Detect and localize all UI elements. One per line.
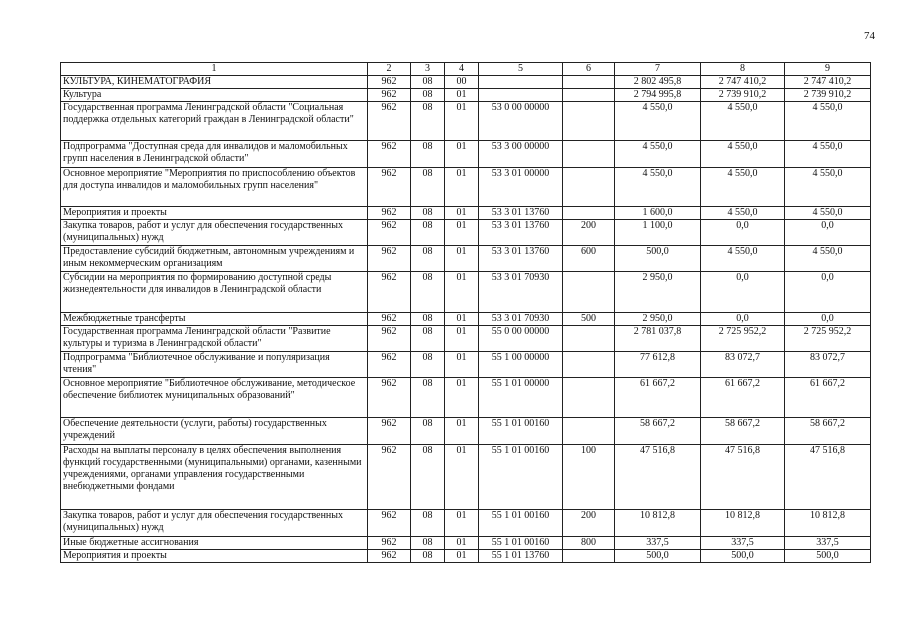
cell-amount-col8: 47 516,8 — [701, 445, 785, 510]
cell-target-article: 55 1 01 00160 — [479, 537, 563, 550]
column-header: 6 — [563, 63, 615, 76]
cell-amount-col7: 2 950,0 — [615, 313, 701, 326]
row-name: Расходы на выплаты персоналу в целях обеспечения выполнения функций государственными (муниципальными) органами, казенными учреждениями, органами управления государственными внебюджетными фондами — [61, 445, 368, 510]
row-name: Иные бюджетные ассигнования — [61, 537, 368, 550]
column-header: 3 — [411, 63, 445, 76]
cell-section: 08 — [411, 141, 445, 168]
column-header: 1 — [61, 63, 368, 76]
cell-expense-type — [563, 418, 615, 445]
cell-ministry: 962 — [368, 445, 411, 510]
cell-section: 08 — [411, 272, 445, 313]
cell-amount-col9: 47 516,8 — [785, 445, 871, 510]
cell-subsection: 01 — [445, 537, 479, 550]
cell-expense-type: 100 — [563, 445, 615, 510]
cell-amount-col8: 4 550,0 — [701, 168, 785, 207]
row-name: Мероприятия и проекты — [61, 550, 368, 563]
cell-subsection: 01 — [445, 207, 479, 220]
cell-amount-col9: 10 812,8 — [785, 510, 871, 537]
cell-amount-col7: 61 667,2 — [615, 378, 701, 418]
cell-expense-type: 600 — [563, 246, 615, 272]
table-row — [61, 76, 871, 89]
cell-amount-col8: 61 667,2 — [701, 378, 785, 418]
cell-expense-type: 200 — [563, 220, 615, 246]
cell-ministry: 962 — [368, 141, 411, 168]
cell-amount-col9: 58 667,2 — [785, 418, 871, 445]
cell-amount-col8: 10 812,8 — [701, 510, 785, 537]
cell-amount-col9: 4 550,0 — [785, 207, 871, 220]
cell-section: 08 — [411, 550, 445, 563]
cell-subsection: 01 — [445, 550, 479, 563]
cell-expense-type: 200 — [563, 510, 615, 537]
cell-section: 08 — [411, 246, 445, 272]
table-row — [61, 141, 871, 168]
cell-section: 08 — [411, 76, 445, 89]
table-row — [61, 418, 871, 445]
cell-expense-type — [563, 89, 615, 102]
table-row — [61, 510, 871, 537]
cell-expense-type: 800 — [563, 537, 615, 550]
cell-subsection: 01 — [445, 313, 479, 326]
cell-expense-type — [563, 141, 615, 168]
row-name: Государственная программа Ленинградской области "Социальная поддержка отдельных категорий граждан в Ленинградской области" — [61, 102, 368, 141]
cell-expense-type: 500 — [563, 313, 615, 326]
cell-amount-col9: 83 072,7 — [785, 352, 871, 378]
cell-amount-col7: 47 516,8 — [615, 445, 701, 510]
row-name: Предоставление субсидий бюджетным, автономным учреждениям и иным некоммерческим организациям — [61, 246, 368, 272]
cell-target-article: 53 3 01 00000 — [479, 168, 563, 207]
cell-expense-type — [563, 326, 615, 352]
table-row — [61, 352, 871, 378]
cell-ministry: 962 — [368, 352, 411, 378]
cell-section: 08 — [411, 510, 445, 537]
cell-section: 08 — [411, 418, 445, 445]
cell-subsection: 01 — [445, 102, 479, 141]
cell-amount-col7: 2 802 495,8 — [615, 76, 701, 89]
cell-amount-col9: 4 550,0 — [785, 141, 871, 168]
cell-section: 08 — [411, 220, 445, 246]
column-header: 9 — [785, 63, 871, 76]
table-row — [61, 220, 871, 246]
cell-amount-col8: 0,0 — [701, 220, 785, 246]
cell-expense-type — [563, 102, 615, 141]
cell-section: 08 — [411, 352, 445, 378]
cell-target-article: 53 3 01 70930 — [479, 313, 563, 326]
row-name: Межбюджетные трансферты — [61, 313, 368, 326]
cell-section: 08 — [411, 378, 445, 418]
cell-amount-col7: 58 667,2 — [615, 418, 701, 445]
cell-amount-col9: 4 550,0 — [785, 168, 871, 207]
row-name: Закупка товаров, работ и услуг для обеспечения государственных (муниципальных) нужд — [61, 510, 368, 537]
cell-amount-col8: 0,0 — [701, 313, 785, 326]
column-header: 2 — [368, 63, 411, 76]
cell-subsection: 01 — [445, 445, 479, 510]
cell-amount-col8: 2 739 910,2 — [701, 89, 785, 102]
cell-expense-type — [563, 76, 615, 89]
cell-ministry: 962 — [368, 326, 411, 352]
cell-amount-col9: 0,0 — [785, 313, 871, 326]
cell-ministry: 962 — [368, 89, 411, 102]
cell-amount-col7: 2 794 995,8 — [615, 89, 701, 102]
cell-subsection: 01 — [445, 352, 479, 378]
cell-amount-col9: 337,5 — [785, 537, 871, 550]
cell-subsection: 01 — [445, 510, 479, 537]
table-row — [61, 313, 871, 326]
cell-amount-col7: 500,0 — [615, 246, 701, 272]
cell-ministry: 962 — [368, 220, 411, 246]
cell-amount-col8: 4 550,0 — [701, 102, 785, 141]
cell-amount-col7: 77 612,8 — [615, 352, 701, 378]
table-row — [61, 537, 871, 550]
table-row — [61, 246, 871, 272]
row-name: Культура — [61, 89, 368, 102]
row-name: КУЛЬТУРА, КИНЕМАТОГРАФИЯ — [61, 76, 368, 89]
cell-target-article: 55 1 01 00160 — [479, 418, 563, 445]
cell-ministry: 962 — [368, 272, 411, 313]
cell-subsection: 01 — [445, 220, 479, 246]
cell-amount-col7: 10 812,8 — [615, 510, 701, 537]
cell-ministry: 962 — [368, 378, 411, 418]
row-name: Закупка товаров, работ и услуг для обеспечения государственных (муниципальных) нужд — [61, 220, 368, 246]
cell-amount-col8: 4 550,0 — [701, 141, 785, 168]
cell-subsection: 01 — [445, 378, 479, 418]
cell-amount-col9: 500,0 — [785, 550, 871, 563]
cell-section: 08 — [411, 102, 445, 141]
cell-section: 08 — [411, 207, 445, 220]
column-header: 7 — [615, 63, 701, 76]
cell-target-article: 53 3 01 13760 — [479, 246, 563, 272]
cell-amount-col7: 2 950,0 — [615, 272, 701, 313]
cell-expense-type — [563, 272, 615, 313]
cell-section: 08 — [411, 445, 445, 510]
cell-subsection: 01 — [445, 272, 479, 313]
cell-target-article: 55 1 00 00000 — [479, 352, 563, 378]
cell-section: 08 — [411, 326, 445, 352]
cell-amount-col9: 2 725 952,2 — [785, 326, 871, 352]
table-row — [61, 378, 871, 418]
page-number: 74 — [864, 30, 875, 42]
cell-ministry: 962 — [368, 550, 411, 563]
cell-expense-type — [563, 550, 615, 563]
cell-expense-type — [563, 168, 615, 207]
row-name: Подпрограмма "Библиотечное обслуживание и популяризация чтения" — [61, 352, 368, 378]
column-header: 5 — [479, 63, 563, 76]
cell-subsection: 01 — [445, 326, 479, 352]
cell-amount-col7: 2 781 037,8 — [615, 326, 701, 352]
cell-amount-col9: 61 667,2 — [785, 378, 871, 418]
cell-amount-col7: 1 100,0 — [615, 220, 701, 246]
cell-section: 08 — [411, 313, 445, 326]
cell-amount-col8: 2 747 410,2 — [701, 76, 785, 89]
cell-subsection: 01 — [445, 168, 479, 207]
cell-amount-col7: 1 600,0 — [615, 207, 701, 220]
cell-target-article: 55 1 01 00160 — [479, 510, 563, 537]
table-row — [61, 550, 871, 563]
cell-amount-col8: 83 072,7 — [701, 352, 785, 378]
cell-ministry: 962 — [368, 168, 411, 207]
cell-subsection: 01 — [445, 246, 479, 272]
cell-amount-col9: 0,0 — [785, 272, 871, 313]
cell-target-article: 55 0 00 00000 — [479, 326, 563, 352]
cell-target-article: 53 3 01 70930 — [479, 272, 563, 313]
cell-amount-col8: 4 550,0 — [701, 207, 785, 220]
cell-amount-col8: 2 725 952,2 — [701, 326, 785, 352]
budget-table — [60, 62, 871, 563]
cell-target-article: 53 3 01 13760 — [479, 220, 563, 246]
cell-amount-col8: 500,0 — [701, 550, 785, 563]
row-name: Подпрограмма "Доступная среда для инвалидов и маломобильных групп населения в Ленинградской области" — [61, 141, 368, 168]
cell-amount-col7: 500,0 — [615, 550, 701, 563]
cell-expense-type — [563, 207, 615, 220]
cell-target-article: 53 3 01 13760 — [479, 207, 563, 220]
cell-target-article: 53 0 00 00000 — [479, 102, 563, 141]
table-row — [61, 272, 871, 313]
cell-ministry: 962 — [368, 246, 411, 272]
cell-target-article — [479, 89, 563, 102]
column-header: 4 — [445, 63, 479, 76]
cell-ministry: 962 — [368, 207, 411, 220]
header-row — [61, 63, 871, 76]
cell-subsection: 00 — [445, 76, 479, 89]
cell-subsection: 01 — [445, 141, 479, 168]
cell-amount-col8: 58 667,2 — [701, 418, 785, 445]
cell-amount-col7: 337,5 — [615, 537, 701, 550]
cell-amount-col9: 2 739 910,2 — [785, 89, 871, 102]
cell-amount-col7: 4 550,0 — [615, 102, 701, 141]
cell-ministry: 962 — [368, 313, 411, 326]
cell-ministry: 962 — [368, 418, 411, 445]
cell-target-article: 55 1 01 00000 — [479, 378, 563, 418]
row-name: Основное мероприятие "Библиотечное обслуживание, методическое обеспечение библиотек муниципальных образований" — [61, 378, 368, 418]
cell-amount-col9: 0,0 — [785, 220, 871, 246]
cell-amount-col8: 0,0 — [701, 272, 785, 313]
cell-amount-col9: 4 550,0 — [785, 102, 871, 141]
column-header: 8 — [701, 63, 785, 76]
cell-amount-col9: 4 550,0 — [785, 246, 871, 272]
cell-ministry: 962 — [368, 76, 411, 89]
table-row — [61, 89, 871, 102]
row-name: Субсидии на мероприятия по формированию доступной среды жизнедеятельности для инвалидов в Ленинградской области — [61, 272, 368, 313]
row-name: Государственная программа Ленинградской области "Развитие культуры и туризма в Ленинградской области" — [61, 326, 368, 352]
row-name: Мероприятия и проекты — [61, 207, 368, 220]
table-row — [61, 326, 871, 352]
cell-target-article: 53 3 00 00000 — [479, 141, 563, 168]
cell-expense-type — [563, 352, 615, 378]
cell-subsection: 01 — [445, 89, 479, 102]
cell-subsection: 01 — [445, 418, 479, 445]
cell-target-article: 55 1 01 13760 — [479, 550, 563, 563]
table-row — [61, 168, 871, 207]
row-name: Основное мероприятие "Мероприятия по приспособлению объектов для доступа инвалидов и маломобильных групп населения" — [61, 168, 368, 207]
cell-section: 08 — [411, 89, 445, 102]
cell-target-article: 55 1 01 00160 — [479, 445, 563, 510]
cell-target-article — [479, 76, 563, 89]
cell-amount-col9: 2 747 410,2 — [785, 76, 871, 89]
cell-amount-col8: 4 550,0 — [701, 246, 785, 272]
cell-amount-col8: 337,5 — [701, 537, 785, 550]
cell-amount-col7: 4 550,0 — [615, 141, 701, 168]
cell-ministry: 962 — [368, 102, 411, 141]
cell-section: 08 — [411, 537, 445, 550]
row-name: Обеспечение деятельности (услуги, работы) государственных учреждений — [61, 418, 368, 445]
cell-ministry: 962 — [368, 537, 411, 550]
cell-expense-type — [563, 378, 615, 418]
table-row — [61, 445, 871, 510]
cell-amount-col7: 4 550,0 — [615, 168, 701, 207]
cell-ministry: 962 — [368, 510, 411, 537]
cell-section: 08 — [411, 168, 445, 207]
table-row — [61, 207, 871, 220]
table-row — [61, 102, 871, 141]
